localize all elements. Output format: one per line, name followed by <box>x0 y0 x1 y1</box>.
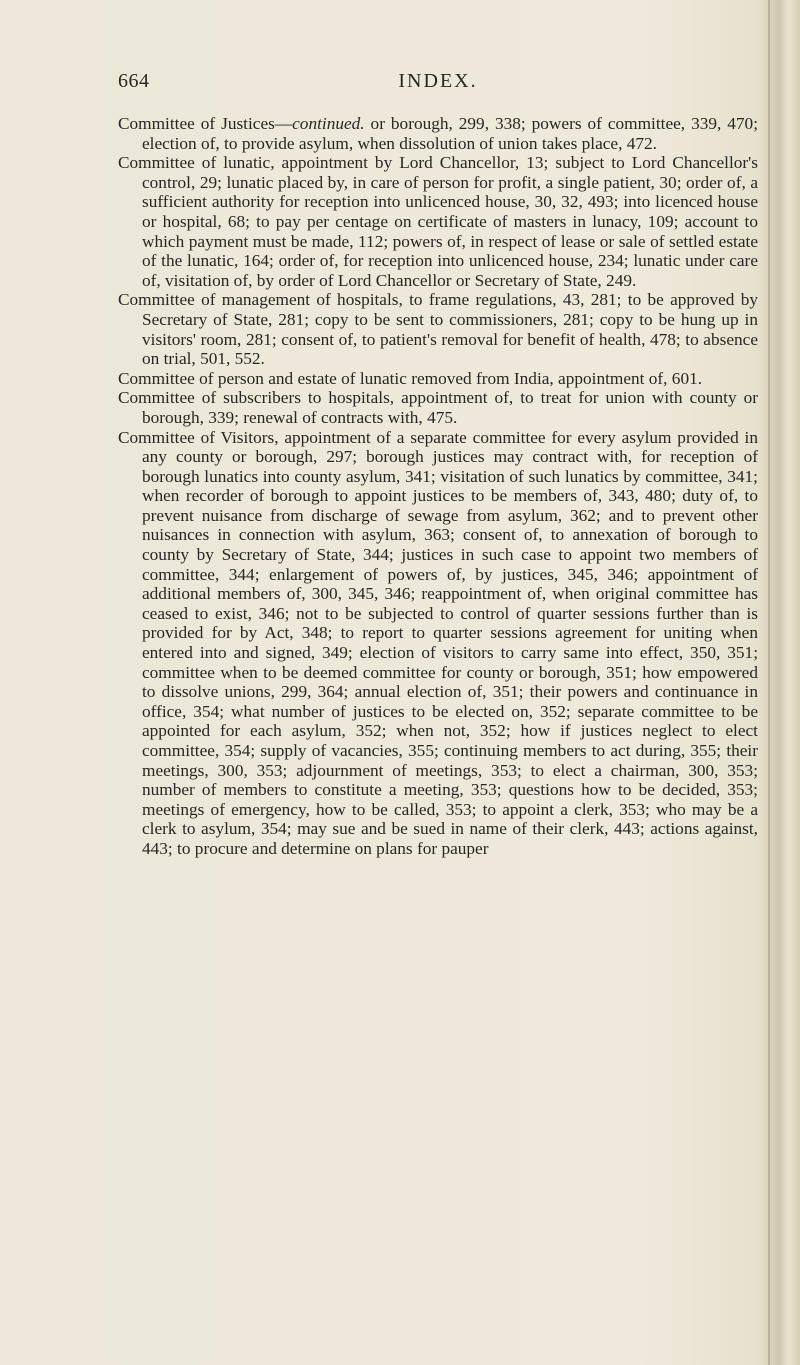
index-entry: Committee of subscribers to hospitals, appointment of, to treat for union with county or borough, 339; renewal of contracts with, 475. <box>118 388 758 427</box>
index-entry: Committee of management of hospitals, to frame regulations, 43, 281; to be approved by Secretary of State, 281; copy to be sent to commissioners, 281; copy to be hung up in visitors' room, 281; consent of, to patient's removal for benefit of health, 478; to absence on trial, 501, 552. <box>118 290 758 369</box>
index-entry <box>118 114 758 153</box>
index-entry: Committee of lunatic, appointment by Lord Chancellor, 13; subject to Lord Chancellor's control, 29; lunatic placed by, in care of person for profit, a single patient, 30; order of, a sufficient authority for reception into unlicenced house, 30, 32, 493; into licenced house or hospital, 68; to pay per centage on certificate of masters in lunacy, 109; account to which payment must be made, 112; powers of, in respect of lease or sale of settled estate of the lunatic, 164; order of, for reception into unlicenced house, 234; lunatic under care of, visitation of, by order of Lord Chancellor or Secretary of State, 249. <box>118 153 758 290</box>
entry-heading: Committee of Justices— <box>118 114 293 133</box>
page-number: 664 <box>118 70 150 92</box>
page-header <box>118 70 758 96</box>
entry-heading-continued: continued. <box>292 114 365 133</box>
index-entry: Committee of Visitors, appointment of a separate committee for every asylum provided in any county or borough, 297; borough justices may contract with, for reception of borough lunatics into county asylum, 341; visitation of such lunatics by committee, 341; when recorder of borough to appoint justices to be members of, 343, 480; duty of, to prevent nuisance from discharge of sewage from asylum, 362; and to prevent other nuisances in connection with asylum, 363; consent of, to annexation of borough to county by Secretary of State, 344; justices in such case to appoint two members of committee, 344; enlargement of powers of, by justices, 345, 346; appointment of additional members of, 300, 345, 346; reappointment of, when original committee has ceased to exist, 346; not to be subjected to control of quarter sessions further than is provided for by Act, 348; to report to quarter sessions agreement for uniting when entered into and signed, 349; election of visitors to carry same into effect, 350, 351; committee when to be deemed committee for county or borough, 351; how empowered to dissolve unions, 299, 364; annual election of, 351; their powers and continuance in office, 354; what number of justices to be elected on, 352; separate committee to be appointed for each asylum, 352; when not, 352; how if justices neglect to elect committee, 354; supply of vacancies, 355; continuing members to act during, 355; their meetings, 300, 353; adjournment of meetings, 353; to elect a chairman, 300, 353; number of members to constitute a meeting, 353; questions how to be decided, 353; meetings of emergency, how to be called, 353; to appoint a clerk, 353; who may be a clerk to asylum, 354; may sue and be sued in name of their clerk, 443; actions against, 443; to procure and determine on plans for pauper <box>118 427 758 858</box>
page-fold-line <box>768 0 770 1365</box>
running-head: INDEX. <box>398 70 478 92</box>
index-content <box>118 114 758 859</box>
entry-text: or borough, 299, 338; powers of committee, 339, 470; election of, to provide asylum, when dissolution of union takes place, 472. <box>142 114 758 153</box>
index-entry: Committee of person and estate of lunatic removed from India, appointment of, 601. <box>118 368 703 388</box>
